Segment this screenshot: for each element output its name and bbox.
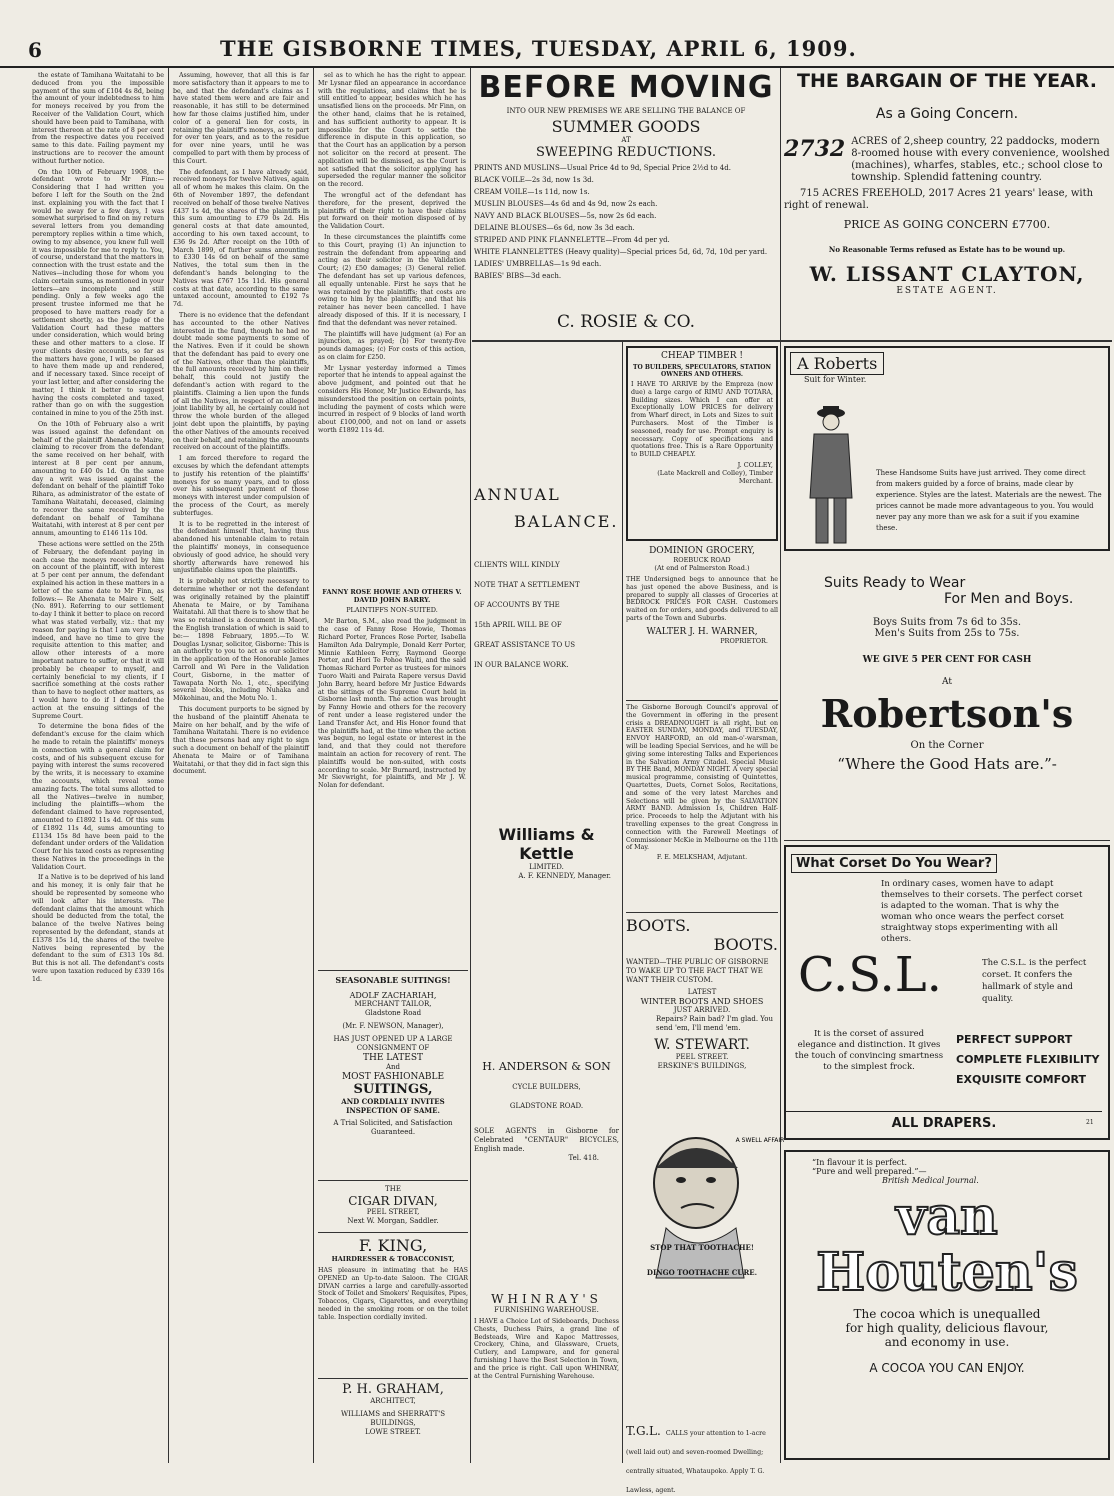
paragraph: This document purports to be signed by the husband of the plaintiff Ahenata te Maire on her behalf, and by the wife of Tamihana Waitatahi. There is no evidence that these persons had any right to sign such a document on behalf of the plaintiff Ahenata te Maire or of Tamihana Waitatahi, or that they did in fact sign this document. [173, 705, 309, 776]
paragraph: On the 10th of February 1908, the defendant wrote to Mr Finn:— Considering that I had written you before I left for the South on the 2nd inst. explaining you with the fact that I would be away for a few days, I was somewhat surprised to find on my return several letters from you demanding peremptory replies within a time which, owing to my absence, you knew full well it was impossible for me to reply to. You, of course, understand that the matters in connection with the trust estate and the Natives—including those for whom you claim certain sums, as mentioned in your letters—are incomplete and still pending. Only a few weeks ago the present trustee informed me that he proposed to have matters ready for a settlement shortly, as the Judge of the Validation Court had these matters under consideration, which would bring these and other matters to a close. If your clients desire accounts, so far as the matters have gone, I will be pleased to have them made up and rendered, and if necessary taxed. Since receipt of your last letter, and after considering the matter, I think it better to suggest having the costs completed and taxed, rather than go on with the suggestion contained in mine to you of the 25th inst. [32, 168, 164, 418]
ad-line: STOP THAT TOOTHACHE! [650, 1243, 754, 1252]
article-column-2 [173, 72, 309, 1462]
ad-line: British Medical Journal. [882, 1176, 979, 1185]
ad-name: T.G.L. [626, 1424, 661, 1438]
grocery-ad [626, 546, 778, 696]
price-item: MUSLIN BLOUSES—4s 6d and 4s 9d, now 2s each. [474, 200, 658, 208]
anderson-ad [474, 1060, 619, 1180]
feature: EXQUISITE COMFORT [956, 1073, 1086, 1086]
ad-line: SWEEPING REDUCTIONS. [535, 145, 717, 160]
price-item: NAVY AND BLACK BLOUSES—5s, now 2s 6d each. [474, 212, 657, 220]
ad-line: The cocoa which is unequalled [853, 1307, 1041, 1321]
swell-label: A SWELL AFFAIR [735, 1137, 785, 1144]
ad-line: Boys Suits from 7s 6d to 35s. [872, 617, 1022, 628]
price-list [474, 162, 778, 282]
ad-heading: SEASONABLE SUITINGS! [335, 975, 451, 985]
ad-line: AT [621, 136, 631, 144]
article-column-3 [318, 72, 466, 572]
ad-body: I HAVE TO ARRIVE by the Empreza (now due) a large cargo of RIMU AND TOTARA, Building sizes. Which I can offer at Exceptionally LOW PRICES for delivery from Wharf direct, in Lots and Sizes to suit Purchasers. Most of the Timber is seasoned, ready for use. Prompt enquiry is necessary. Copy of specifications and quotations free. This is a Rare Opportunity to BUILD CHEAPLY. [631, 381, 773, 459]
ad-name: C. ROSIE & CO. [556, 312, 695, 332]
ad-name: WALTER J. H. WARNER, [646, 626, 758, 637]
paragraph: It is to be regretted in the interest of the defendant himself that, having thus abandoned his untenable claim to retain the plaintiffs' moneys, in consequence obviously of good advice, he should very shortly afterwards have renewed his unjustifiable claims upon the plaintiffs. [173, 520, 309, 575]
clayton-ad [784, 70, 1110, 338]
ad-line: (Late Mackrell and Colley), Timber Merchant. [657, 468, 773, 485]
price-item: WHITE FLANNELETTES (Heavy quality)—Special prices 5d, 6d, 7d, 10d per yard. [474, 248, 768, 256]
ad-line: “In flavour it is perfect. [812, 1158, 908, 1167]
column-rule [168, 68, 169, 1463]
paragraph: The plaintiffs will have judgment (a) For an injunction, as prayed; (b) For twenty-five pounds damages; (c) For costs of this action, as on claim for £250. [318, 330, 466, 361]
paragraph: The wrongful act of the defendant has therefore, for the present, deprived the plaintiffs of their right to have their claims put forward on their motion disposed of by the Validation Court. [318, 191, 466, 231]
ad-headline: What Corset Do You Wear? [791, 854, 997, 873]
ad-line: CYCLE BUILDERS, [512, 1083, 581, 1091]
ad-line: FURNISHING WAREHOUSE. [494, 1306, 599, 1314]
ad-line: SUITINGS, [353, 1082, 433, 1097]
ad-line: Gladstone Road [364, 1009, 422, 1017]
ad-name: F. KING, [358, 1236, 428, 1255]
paragraph: sel as to which he has the right to appear. Mr Lysnar filed an appearance in accordance with the regulations, and claims that he is still entitled to appear, besides which he has unsatisfied liens on the proceeds. Mr Finn, on the other hand, claims that he is retained, and has sufficient authority to appear. It is impossible for the Court to settle the difference in dispute in this application, so that the Court has an application by a person not solicitor on the record at present. The application will be dismissed, as the Court is not satisfied that the solicitor applying has superseded the regular manner the solicitor on the record. [318, 72, 466, 189]
ad-number: 21 [1086, 1119, 1094, 1126]
rosie-ad [474, 70, 778, 340]
brand-houten: Houten's [816, 1242, 1078, 1303]
ad-line: A. F. KENNEDY, Manager. [518, 872, 611, 880]
ad-body: SOLE AGENTS in Gisborne for Celebrated "CENTAUR" BICYCLES, English made. [474, 1127, 619, 1153]
ad-line: ALL DRAPERS. [786, 1111, 1102, 1131]
price-item: DELAINE BLOUSES—6s 6d, now 3s 3d each. [474, 224, 635, 232]
ad-line: WINTER BOOTS AND SHOES [640, 997, 764, 1006]
ad-line: LIMITED. [529, 863, 564, 871]
case-title: FANNY ROSE HOWIE AND OTHERS V. DAVID JOHN BARRY. [322, 588, 462, 604]
paragraph: The defendant, as I have already said, received moneys for twelve Natives, again all of whom he makes this claim. On the 6th of November 1897, the defendant received on behalf of those twelve Natives £437 1s 4d, the shares of the plaintiffs in this sum amounting to £79 0s 2d. His general costs at that date amounted, according to his own taxed account, to £36 9s 2d. After receipt on the 10th of March 1899, of further sums amounting to £330 14s 6d on behalf of the same Natives, the total sum then in the defendant's hands belonging to the Natives was £767 15s 11d. His general costs at that date, according to the same untaxed account, amounted to £192 7s 7d. [173, 168, 309, 309]
salvation-army-notice [626, 704, 778, 909]
ad-line: Men's Suits from 25s to 75s. [874, 628, 1020, 639]
ad-line: Tel. 418. [568, 1154, 599, 1162]
ad-line: Suits Ready to Wear [824, 575, 966, 591]
ad-line: TO BUILDERS, SPECULATORS, STATION OWNERS AND OTHERS. [633, 364, 771, 378]
ad-line: GREAT ASSISTANCE TO US [474, 641, 576, 649]
ad-line: ROEBUCK ROAD [673, 556, 731, 564]
ad-line: For Men and Boys. [944, 591, 1074, 607]
paragraph: There is no evidence that the defendant has accounted to the other Natives interested in the fund, though he had no doubt made some payments to some of the Natives. Even if it could be shown that the defendant has paid to every one of the Natives, other than the plaintiffs, the full amounts received by him on their behalf, this could not justify the defendant's action with regard to the plaintiffs. Claiming a lien upon the funds of all the Natives, in respect of an alleged joint liability by all, he certainly could not throw the whole burden of the alleged joint debt upon the plaintiffs, by paying the other Natives of the amounts received on their behalf, and retaining the amounts received on account of the plaintiffs. [173, 311, 309, 452]
ad-line: Repairs? Rain bad? I'm glad. You send 'em, I'll mend 'em. [656, 1015, 774, 1032]
ad-line: ARCHITECT, [370, 1397, 416, 1405]
ad-line: ERSKINE'S BUILDINGS, [657, 1062, 747, 1070]
price-item: STRIPED AND PINK FLANNELETTE—From 4d per yd. [474, 236, 670, 244]
ad-line: “Pure and well prepared.”— [812, 1167, 927, 1176]
ad-body: THE Undersigned begs to announce that he has just opened the above Business, and is prepared to supply all classes of Groceries at BEDROCK PRICES FOR CASH. Customers waited on for orders, and goods delivered to all parts of the Town and Suburbs. [626, 576, 778, 622]
ad-line: AND CORDIALLY INVITES INSPECTION OF SAME. [341, 1097, 445, 1115]
ad-headline: THE BARGAIN OF THE YEAR. [796, 70, 1097, 92]
ad-line: OF ACCOUNTS BY THE [474, 601, 560, 609]
ad-body: WANTED—THE PUBLIC OF GISBORNE TO WAKE UP TO THE FACT THAT WE WANT THEIR CUSTOM. [626, 958, 769, 984]
ad-line: PEEL STREET, [366, 1208, 420, 1216]
toothache-ad [626, 1128, 785, 1288]
ad-body [474, 555, 619, 675]
column-rule [313, 68, 314, 1463]
ad-line: 715 ACRES FREEHOLD, 2017 Acres 21 years' lease, with right of renewal. [784, 188, 1094, 211]
ad-line: 15th APRIL WILL BE OF [474, 621, 562, 629]
tgl-ad [626, 1420, 778, 1494]
column-rule [470, 68, 471, 1463]
graham-ad [318, 1382, 468, 1462]
ad-name: A Roberts [790, 352, 884, 375]
ad-line: PROPRIETOR. [720, 636, 768, 645]
price-item: CREAM VOILE—1s 11d, now 1s. [474, 188, 590, 196]
paragraph: In these circumstances the plaintiffs come to this Court, praying (1) An injunction to restrain the defendant from appearing and acting as their solicitor in the Validation Court; (2) £50 damages; (3) General relief. The defendant has set up various defences, all equally untenable. First he says that he was retained by the plaintiffs; that costs are owing to him by the plaintiffs; and that his retainer has never been cancelled. I have already disposed of this. If it is necessary, I find that the defendant was never retained. [318, 233, 466, 327]
ad-line: for high quality, delicious flavour, [845, 1321, 1049, 1335]
page-number: 6 [28, 38, 42, 62]
ad-body: CALLS your attention to 1-acre (well laid out) and seven-roomed Dwelling; centrally situated, Whataupoko. Apply T. G. Lawless, agent. [626, 1430, 766, 1494]
article-column-1 [32, 72, 164, 1462]
ad-line: WE GIVE 5 PER CENT FOR CASH [862, 655, 1032, 665]
roberts-ad [784, 346, 1110, 551]
ad-body: The Gisborne Borough Council's approval of the Government in offering in the present crisis a DREADNOUGHT is all right, but on EASTER SUNDAY, MONDAY, and TUESDAY, ENVOY HARFORD, an old man-o'-warsman, will be leading Special Services, and he will be giving some interesting Talks and Experiences in the Salvation Army Citadel. Special Music BY THE Band, MONDAY NIGHT. A very special musical programme, consisting of Quintettes, Quartettes, Duets, Cornet Solos, Recitations, and some of the very latest Marches and Selections will be given by the SALVATION ARMY BAND. Admission 1s, Children Half-price. Proceeds to help the Adjutant with his travelling expenses to the great Congress in connection with the Farewell Meetings of Commissioner McKie in Melbourne on the 11th of May. [626, 704, 778, 852]
ad-line: (Mr. F. NEWSON, Manager), [342, 1022, 444, 1030]
ad-headline: BEFORE MOVING [478, 70, 774, 105]
ad-line: No Reasonable Terms refused as Estate has to be wound up. [828, 245, 1066, 254]
ad-line: GLADSTONE ROAD. [509, 1102, 584, 1110]
ad-line: SUMMER GOODS [551, 117, 701, 136]
ad-line: DINGO TOOTHACHE CURE. [646, 1268, 758, 1277]
paragraph: I am forced therefore to regard the excuses by which the defendant attempts to justify his retention of the plaintiffs' moneys for so many years, and to gloss over his subsequent payment of those moneys with interest under compulsion of the process of the Court, as merely subterfuges. [173, 455, 309, 517]
ad-line: PRICE AS GOING CONCERN £7700. [843, 218, 1051, 231]
paragraph: If a Native is to be deprived of his land and his money, it is only fair that he should be represented by someone who will look after his interests. The defendant claims that the amount which should be deducted from the total, the balance of the twelve Natives being represented by the defendant, stands at £1378 15s 1d, the shares of the twelve Natives being represented by the defendant to the sum of £313 10s 8d. But this is not all. The defendant's costs were upon taxation reduced by £339 16s 1d. [32, 874, 164, 983]
king-ad [318, 1236, 468, 1371]
ad-line: And [385, 1063, 401, 1071]
acres-number: 2732 [784, 136, 846, 162]
ad-body: These Handsome Suits have just arrived. They come direct from makers guided by a force of brains, made clear by experience. Styles are the latest. Materials are the newest. The prices cannot be made more advantageous to you. You would never pay any more than we ask for a suit if you examine these. [876, 469, 1102, 532]
ad-name: WHINRAY'S [491, 1292, 602, 1306]
store-name: Robertson's [820, 691, 1074, 736]
price-item: BABIES' BIBS—3d each. [474, 272, 562, 280]
ad-line: Next W. Morgan, Saddler. [347, 1217, 439, 1225]
ad-headline: BOOTS. [626, 916, 691, 935]
timber-ad [626, 346, 778, 541]
ad-body: HAS pleasure in intimating that he HAS OPENED an Up-to-date Saloon. The CIGAR DIVAN carries a large and carefully-assorted Stock of Toilet and Smokers' Requisites, Pipes, Tobaccos, Cigars, Cigarettes, and everything needed in the smoking room or on the toilet table. Inspection cordially invited. [318, 1267, 468, 1321]
ad-line: CLIENTS WILL KINDLY [474, 561, 560, 569]
ad-line: MOST FASHIONABLE [341, 1072, 445, 1082]
paragraph: Assuming, however, that all this is far more satisfactory than it appears to me to be, and that the defendant's claims as I have stated them were and are fair and reasonable, it has still to be determined how far those claims justified him, under color of a general lien for costs, in retaining the plaintiff's moneys, as to part for over ten years, and as to the residue for over nine years, until he was compelled to part with them by process of this Court. [173, 72, 309, 165]
ad-line: PEEL STREET. [675, 1053, 729, 1061]
ad-name: W. STEWART. [654, 1037, 750, 1053]
ad-line: THE [385, 1185, 401, 1193]
price-item: PRINTS AND MUSLINS—Usual Price 4d to 9d, Special Price 2½d to 4d. [474, 164, 731, 172]
balance-ad [474, 485, 619, 755]
ad-line: (At end of Palmerston Road.) [654, 564, 750, 572]
newspaper-title: THE GISBORNE TIMES, TUESDAY, APRIL 6, 1909. [220, 36, 857, 61]
ad-line: IN OUR BALANCE WORK. [474, 661, 569, 669]
ad-line: F. E. MELKSHAM, Adjutant. [656, 854, 748, 862]
ad-line: At [942, 677, 952, 687]
williams-kettle-ad [474, 825, 619, 895]
brand-name: C.S.L. [798, 947, 942, 1003]
paragraph: the estate of Tamihana Waitatahi to be deduced from you the impossible payment of the sum of £104 4s 8d, being the amount of your indebtedness to him for moneys received by you from the Receiver of the Validation Court, which should have been paid to Tamihana, with interest thereon at the rate of 8 per cent from the respective dates you received same to this date. Failing payment my instructions are to recover the amount without further notice. [32, 72, 164, 165]
slogan: “Where the Good Hats are.”- [837, 755, 1057, 773]
feature: COMPLETE FLEXIBILITY [956, 1053, 1100, 1066]
ad-line: As a Going Concern. [875, 106, 1019, 122]
robertsons-ad [784, 575, 1110, 775]
ad-name: H. ANDERSON & SON [482, 1060, 611, 1073]
ad-line: A Trial Solicited, and Satisfaction Guaranteed. [333, 1119, 453, 1136]
ad-line: THE LATEST [362, 1053, 423, 1063]
ad-line: NOTE THAT A SETTLEMENT [474, 581, 580, 589]
case-subtitle: PLAINTIFFS NON-SUITED. [346, 605, 438, 614]
man-in-suit-illustration [796, 398, 866, 548]
ad-line: LOWE STREET. [365, 1428, 421, 1436]
article-case [318, 585, 466, 965]
ad-body: In ordinary cases, women have to adapt themselves to their corsets. The perfect corset is adapted to the woman. That is why the woman who once wears the perfect corset straightway stops experimenting with all others. [881, 879, 1083, 944]
ad-body: I HAVE a Choice Lot of Sideboards, Duchess Chests, Duchess Pairs, a grand line of Bedsteads, Wire and Kapoc Mattresses, Crockery, China, and Glassware, Cruets, Cutlery, and Lampware, and for general furnishing I have the Best Selection in Town, and the price is right. Call upon WHINRAY, at the Central Furnishing Warehouse. [474, 1318, 619, 1380]
column-rule [780, 68, 781, 1463]
corset-ad [784, 845, 1110, 1140]
cigar-divan-ad [318, 1185, 468, 1230]
price-item: LADIES' UMBRELLAS—1s 9d each. [474, 260, 602, 268]
van-houten-ad [784, 1150, 1110, 1460]
ad-line: JUST ARRIVED. [673, 1006, 731, 1014]
zachariah-ad [318, 975, 468, 1136]
ad-line: LATEST [687, 988, 717, 996]
ad-line: Suit for Winter. [804, 375, 867, 384]
ad-line: INTO OUR NEW PREMISES WE ARE SELLING THE BALANCE OF [506, 107, 746, 115]
ad-line: and economy in use. [884, 1335, 1010, 1349]
ad-headline: BALANCE. [514, 512, 619, 531]
paragraph: On the 10th of February also a writ was issued against the defendant on behalf of the plaintiff Ahenata te Maire, claiming to recover from the defendant the same received on her behalf, with interest at 8 per cent per annum, amounting to £40 0s 1d. On the same day a writ was issued against the defendant on behalf of the plaintiff Toko Rihara, as administrator of the estate of Tamihana Waitatahi, deceased, claiming to recover the same received by the defendant on behalf of Tamihana Waitatahi, with interest at 8 per cent per annum, amounting to £146 11s 10d. [32, 421, 164, 538]
feature: PERFECT SUPPORT [956, 1033, 1073, 1046]
ad-body: The C.S.L. is the perfect corset. It confers the hallmark of style and quality. [982, 958, 1087, 1004]
ad-line: On the Corner [910, 740, 984, 751]
ad-line: J. COLLEY, [737, 460, 773, 469]
ad-name: DOMINION GROCERY, [649, 546, 755, 556]
ad-line: WILLIAMS and SHERRATT'S BUILDINGS, [340, 1410, 446, 1427]
ad-line: HAS JUST OPENED UP A LARGE CONSIGNMENT OF [333, 1035, 453, 1052]
boots-ad [626, 916, 778, 1126]
ad-name: W. LISSANT CLAYTON, [809, 262, 1085, 286]
paragraph: It is probably not strictly necessary to determine whether or not the defendant was originally retained by the plaintiff Ahenata te Maire, or by Tamihana Waitatahi. All that there is to show that he was so retained is a document in Maori, the English translation of which is said to be:— 1898 February, 1895.—To W. Douglas Lysnar, solicitor, Gisborne: This is an authority to you to act as our solicitor in the application of the Honorable James Carroll and Wi Pere in the Validation Court, Gisborne, in the matter of Tawapata North No. 1, etc., specifying several blocks, including Nuhaka and Mōkohinau, and the Motu No. 1. [173, 578, 309, 703]
ad-headline: BOOTS. [713, 935, 778, 954]
toothache-face-illustration [626, 1128, 785, 1288]
ad-body: It is the corset of assured elegance and distinction. It gives the touch of convincing smartness to the simplest frock. [794, 1029, 944, 1072]
ad-tagline: A COCOA YOU CAN ENJOY. [869, 1361, 1025, 1375]
paragraph: These actions were settled on the 25th of February, the defendant paying in each case the moneys received by him on account of the plaintiff, with interest at 5 per cent per annum, the defendant explained his action in these matters in a letter of the same date to Mr Finn, as follows:— Re Ahenata te Maire v. Self, (No. 891). Referring to our settlement to-day I think it better to place on record what was stated verbally, viz.: that my reason for paying is that I am very busy indeed, and have no time to give the requisite attention to this matter, and allow other interests of a more important nature to suffer, or that it will probably be cheaper to myself, and certainly beneficial to my clients, if I sacrifice something at the costs rather than to have to neglect other matters, as I would have to do if I defended the action at the ensuing sittings of the Supreme Court. [32, 541, 164, 720]
ad-line: ESTATE AGENT. [896, 286, 998, 296]
paragraph: To determine the bona fides of the defendant's excuse for the claim which he made to retain the plaintiffs' moneys in connection with a general claim for costs, and of his subsequent excuse for paying with interest the sums recovered by the writs, it is necessary to examine the accounts, which reveal some amazing facts. The total sums allotted to all the Natives—twelve in number, including the plaintiffs—whom the defendant claimed to have represented, amounted to £1892 11s 4d. Of this sum of £1892 11s 4d, sums amounting to £1134 15s 8d have been paid to the defendant under orders of the Validation Court for his taxed costs as representing these Natives in the proceedings in the Validation Court. [32, 723, 164, 871]
ad-body: ACRES of 2,sheep country, 22 paddocks, modern 8-roomed house with every convenience, woolshed (machines), wharfes, stables, etc.; school close to township. Splendid fattening country. [851, 136, 1110, 183]
ad-headline: ANNUAL [474, 485, 561, 504]
ad-headline: CHEAP TIMBER ! [661, 351, 743, 361]
brand-van: van [896, 1186, 998, 1247]
ad-name: CIGAR DIVAN, [348, 1194, 438, 1208]
paragraph: Mr Lysnar yesterday informed a Times reporter that he intends to appeal against the above judgment, and pointed out that he considers His Honor, Mr Justice Edwards, has misunderstood the position on certain points, including the payment of costs which were incurred in respect of 9 blocks of land worth about £100,000, and not on land or assets worth £1892 11s 4d. [318, 364, 466, 435]
ad-line: HAIRDRESSER & TOBACCONIST, [331, 1255, 455, 1263]
ad-name: ADOLF ZACHARIAH, [349, 991, 437, 1000]
ad-line: MERCHANT TAILOR, [354, 1000, 432, 1008]
price-item: BLACK VOILE—2s 3d, now 1s 3d. [474, 176, 594, 184]
ad-name: Williams & Kettle [498, 825, 595, 863]
paragraph: Mr Barton, S.M., also read the judgment in the case of Fanny Rose Howie, Thomas Richard Porter, Frances Rose Porter, Isabella Hamilton Ada Dalrymple, Donald Kerr Porter, Minnie Kathleen Ferry, Raymond George Porter, and Hori Te Pohoe Waiti, and the said Thomas Richard Porter as trustees for minors Tuoro Waiti and Pairata Rapere versus David John Barry, heard before Mr Justice Edwards at the sittings of the Supreme Court held in Gisborne last month. The action was brought by Fanny Howie and others for the recovery of rent under a lease registered under the Land Transfer Act, and His Honor found that the plaintiffs had, at the time when the action was begun, no legal estate or interest in the land, and that they could not therefore maintain an action for recovery of rent. The plaintiffs would be non-suited, with costs according to scale. Mr Burnard, instructed by Mr Sievwright, for plaintiffs, and Mr J. W. Nolan for defendant. [318, 618, 466, 790]
ad-name: P. H. GRAHAM, [342, 1382, 444, 1397]
